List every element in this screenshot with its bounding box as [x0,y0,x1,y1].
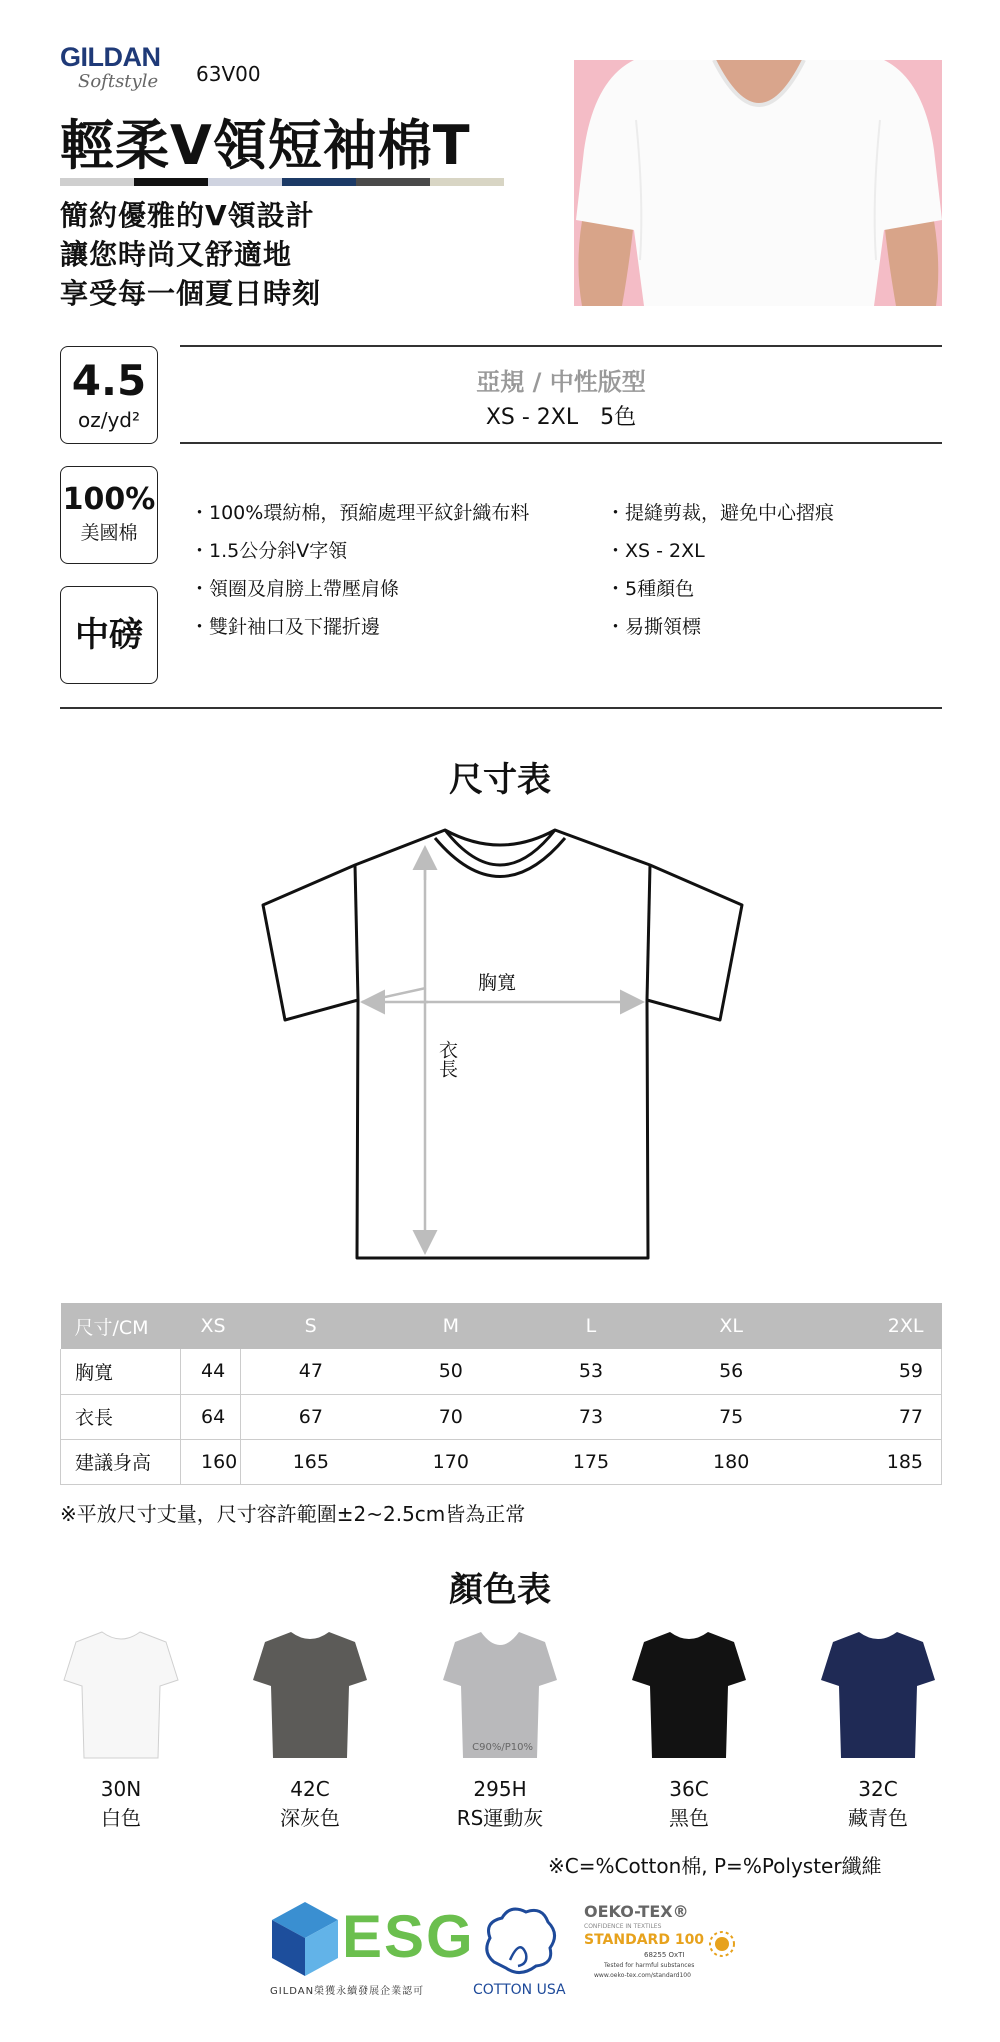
tshirt-icon [441,1628,559,1760]
features-list-left [190,494,529,646]
divider [180,442,942,444]
feature-item: ・易撕領標 [606,616,702,638]
table-cell: 47 [241,1349,381,1394]
table-header-cell: 2XL [801,1303,941,1349]
esg-cube-icon [270,1900,340,1978]
color-name: 白色 [101,1806,141,1830]
tshirt-icon [251,1628,369,1760]
cotton-percent: 100% [62,482,156,517]
oeko-sub: CONFIDENCE IN TEXTILES [584,1923,662,1930]
stripe-seg [134,178,208,186]
feature-item: ・XS - 2XL [606,540,705,562]
esg-wordmark: ESG [342,1903,475,1970]
table-row [61,1349,942,1394]
color-chart-title: 顏色表 [449,1570,551,1610]
stripe-seg [356,178,430,186]
table-cell: 50 [381,1349,521,1394]
oeko-sun-icon [706,1928,738,1960]
table-row [61,1439,942,1484]
color-name: 藏青色 [848,1806,908,1830]
size-range: XS - 2XL 5色 [485,405,637,430]
oeko-url: www.oeko-tex.com/standard100 [594,1972,691,1979]
tshirt-icon [630,1628,748,1760]
color-name: 黑色 [669,1806,709,1830]
table-cell: 44 [181,1349,241,1394]
stripe-seg [430,178,504,186]
table-header-row [61,1303,942,1349]
oeko-tested: Tested for harmful substances [604,1962,695,1969]
table-cell: 165 [241,1439,381,1484]
table-header-cell: XL [661,1303,801,1349]
feature-item: ・5種顏色 [606,578,695,600]
table-cell: 75 [661,1394,801,1439]
fabric-tag: C90%/P10% [472,1742,533,1753]
fabric-note: ※C=%Cotton棉, P=%Polyster纖維 [548,1854,882,1878]
color-swatch [624,1628,754,1832]
model-photo [574,60,942,306]
weight-class-label: 中磅 [75,615,143,655]
color-name: RS運動灰 [456,1806,544,1830]
features-list-right [606,494,834,646]
cotton-usa-icon [480,1902,560,1980]
divider [60,707,942,709]
color-swatch [813,1628,943,1832]
feature-item: ・提縫剪裁，避免中心摺痕 [606,502,835,524]
fabric-weight-value: 4.5 [71,356,147,405]
table-header-cell: 尺寸/CM [61,1303,181,1349]
table-cell: 77 [801,1394,941,1439]
tagline-line: 簡約優雅的V領設計 [60,199,315,232]
weight-class-badge [60,586,158,684]
tagline-line: 讓您時尚又舒適地 [60,238,293,271]
measurement-note: ※平放尺寸丈量，尺寸容許範圍±2~2.5cm皆為正常 [60,1502,526,1526]
fabric-weight-unit: oz/yd² [77,408,141,432]
brand-subline: Softstyle [78,71,159,92]
fit-type: 亞規 / 中性版型 [476,368,646,396]
color-stripe [60,178,504,186]
fabric-weight-badge [60,346,158,444]
feature-item: ・1.5公分斜V字領 [190,540,348,562]
color-swatch [56,1628,186,1832]
stripe-seg [282,178,356,186]
tagline [60,196,321,313]
table-cell: 67 [241,1394,381,1439]
tshirt-diagram [250,820,750,1270]
length-label: 衣長 [436,1040,458,1078]
model-number: 63V00 [196,62,261,86]
oeko-code: 68255 OxTI [644,1951,685,1959]
cotton-usa-label: COTTON USA [473,1982,566,1998]
table-cell: 170 [381,1439,521,1484]
table-header-cell: M [381,1303,521,1349]
table-cell: 70 [381,1394,521,1439]
brand-logo [60,42,161,92]
color-code: 295H [473,1777,527,1801]
feature-item: ・100%環紡棉，預縮處理平紋針織布料 [190,502,530,524]
feature-item: ・領圈及肩膀上帶壓肩條 [190,578,400,600]
feature-item: ・雙針袖口及下擺折邊 [190,616,381,638]
brand-name: GILDAN [60,42,161,72]
color-code: 32C [858,1777,898,1801]
table-row [61,1394,942,1439]
table-cell: 64 [181,1394,241,1439]
esg-caption: GILDAN榮獲永續發展企業認可 [270,1986,425,1997]
table-header-cell: L [521,1303,661,1349]
cotton-label: 美國棉 [80,522,138,544]
table-cell: 185 [801,1439,941,1484]
table-header-cell: S [241,1303,381,1349]
table-cell: 160 [181,1439,241,1484]
table-cell: 180 [661,1439,801,1484]
table-cell: 56 [661,1349,801,1394]
cotton-badge [60,466,158,564]
color-swatch [245,1628,375,1832]
size-table [60,1303,942,1485]
table-cell: 175 [521,1439,661,1484]
model-photo-illustration [574,60,942,306]
product-title: 輕柔V領短袖棉T [60,114,471,177]
color-name: 深灰色 [280,1806,340,1830]
tagline-line: 享受每一個夏日時刻 [60,277,322,310]
chest-label: 胸寬 [478,972,517,994]
tshirt-icon [819,1628,937,1760]
stripe-seg [60,178,134,186]
table-cell: 建議身高 [61,1439,181,1484]
table-cell: 衣長 [61,1394,181,1439]
table-cell: 73 [521,1394,661,1439]
color-code: 42C [290,1777,330,1801]
table-cell: 胸寬 [61,1349,181,1394]
size-chart-title: 尺寸表 [449,760,551,800]
stripe-seg [208,178,282,186]
oeko-title: OEKO-TEX® [584,1902,689,1921]
oeko-standard: STANDARD 100 [584,1932,705,1948]
tshirt-icon [62,1628,180,1760]
color-code: 36C [669,1777,709,1801]
certification-logos [270,1900,740,2000]
color-code: 30N [100,1777,142,1801]
table-cell: 53 [521,1349,661,1394]
table-cell: 59 [801,1349,941,1394]
table-header-cell: XS [181,1303,241,1349]
color-swatch [435,1628,565,1832]
divider [180,345,942,347]
